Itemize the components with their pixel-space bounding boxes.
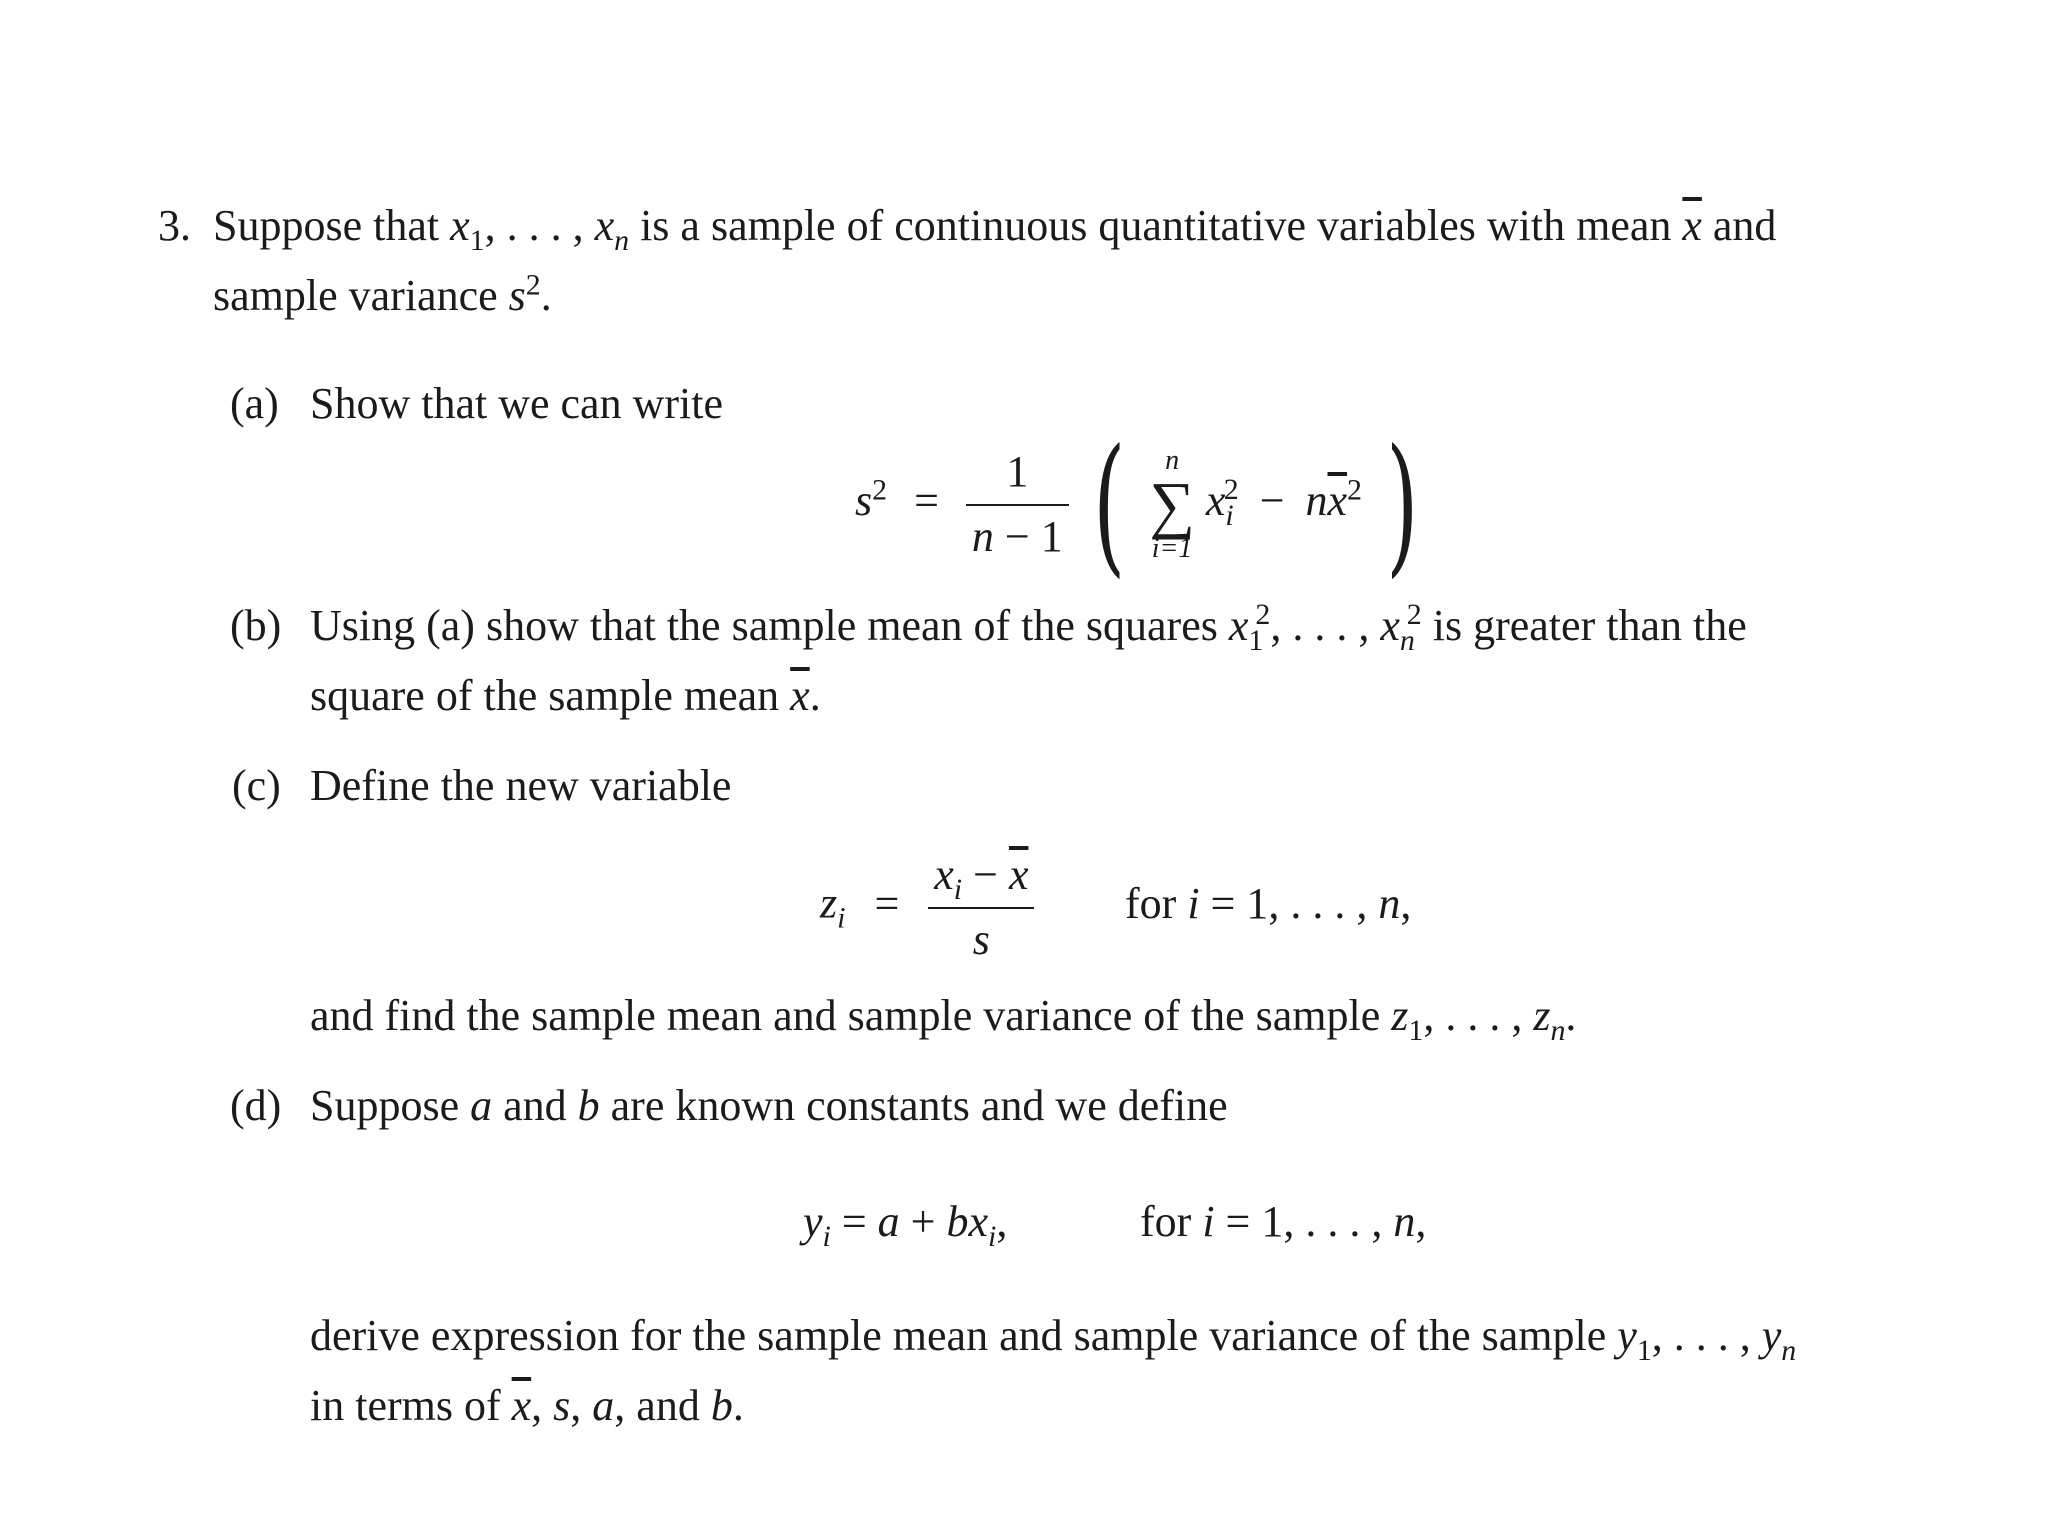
part-a-label: (a): [230, 379, 279, 428]
part-b-text-line2: square of the sample mean $\overline{x}$.: [310, 671, 821, 720]
question-number-text: 3.: [158, 201, 191, 250]
part-b-label: (b): [230, 601, 282, 650]
part-d-text: Suppose a and b are known constants and we define: [310, 1081, 1228, 1130]
part-b-text-line1: Using (a) show that the sample mean of the squares $x_1^2$, . . . , $x_n^2$ is greater than the: [310, 598, 1747, 657]
part-a-formula: $s^2$ = $\frac{1}{n - 1}$ ( n ∑ i=1 $x_i^2 - n\overline{x}^2$ ): [855, 418, 1419, 592]
question-intro-line2: sample variance $s^2$.: [213, 268, 552, 320]
part-c-label: (c): [232, 761, 281, 810]
part-a-text: Show that we can write: [310, 379, 723, 428]
part-d-label: (d): [230, 1081, 282, 1130]
right-paren: ): [1386, 418, 1419, 592]
part-d-followup-line2: in terms of $\overline{x}$, s, a, and b.: [310, 1381, 744, 1430]
question-number: [158, 201, 191, 250]
summation: n ∑ i=1: [1149, 444, 1195, 565]
fraction-one-over-n-minus-1: $\frac{1}{n - 1}$: [966, 447, 1069, 562]
fraction-z-definition: $\frac{x_i - \overline{x}}{s}$: [928, 850, 1034, 965]
part-c-formula: $z_i$ = $\frac{x_i - \overline{x}}{s}$: [820, 850, 1034, 965]
left-paren: (: [1092, 418, 1126, 592]
part-d-followup-line1: derive expression for the sample mean and sample variance of the sample $y_1$, . . . , $y_n$: [310, 1311, 1797, 1367]
part-d-formula: $y_i = a + bx_i$,: [803, 1197, 1008, 1253]
part-d-condition: for i = 1, . . . , n,: [1140, 1197, 1427, 1246]
question-intro-line1: Suppose that $x_1$, . . . , $x_n$ is a sample of continuous quantitative variables with mean $\overline{x}$ and: [213, 201, 1777, 257]
part-c-condition: for i = 1, . . . , n,: [1125, 879, 1412, 928]
part-c-text: Define the new variable: [310, 761, 732, 810]
part-c-followup: and find the sample mean and sample variance of the sample $z_1$, . . . , $z_n$.: [310, 991, 1577, 1047]
